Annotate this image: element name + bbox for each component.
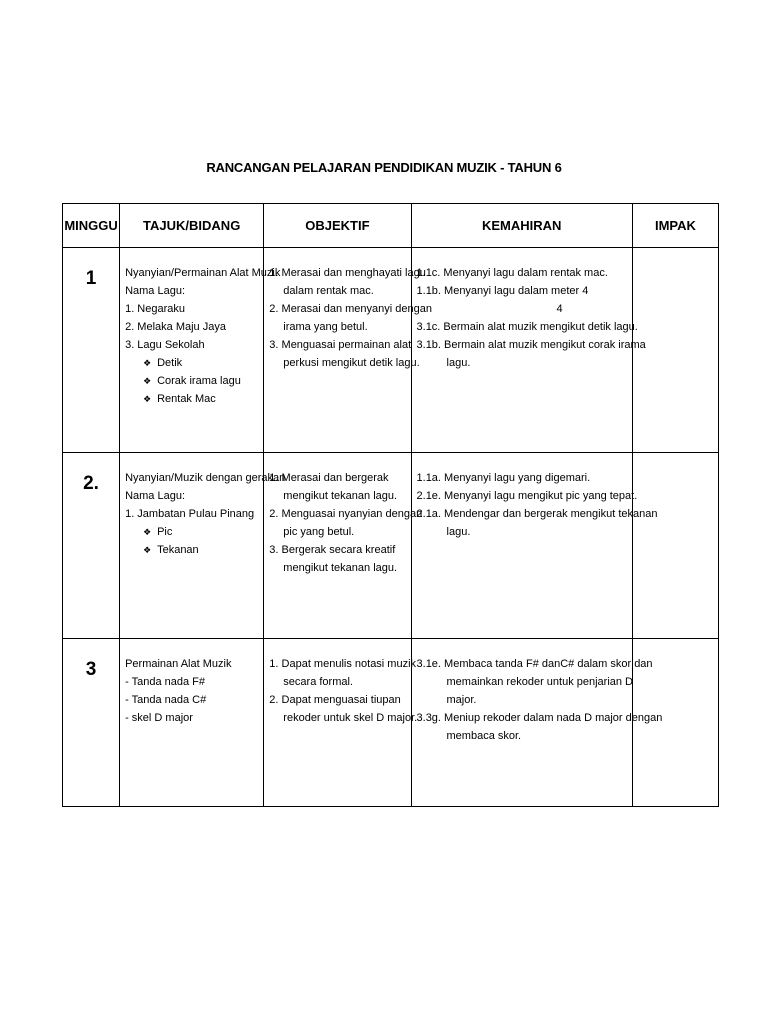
objektif-line: 3. Bergerak secara kreatif — [269, 544, 396, 556]
objektif-line: rekoder untuk skel D major. — [283, 712, 418, 724]
header-kemahiran: KEMAHIRAN — [411, 204, 632, 248]
objektif-line: dalam rentak mac. — [283, 285, 374, 297]
kemahiran-line: 2.1e. Menyanyi lagu mengikut pic yang tepat. — [416, 490, 638, 502]
kemahiran-cell — [411, 453, 658, 639]
bullet-item — [125, 541, 259, 559]
week-cell: 1 — [63, 248, 120, 453]
tajuk-line: - skel D major — [125, 712, 193, 724]
objektif-line: secara formal. — [283, 676, 353, 688]
tajuk-line: 1. Jambatan Pulau Pinang — [125, 508, 255, 520]
bullet-item — [125, 354, 259, 372]
header-impak: IMPAK — [632, 204, 718, 248]
kemahiran-line: lagu. — [446, 526, 471, 538]
objektif-line: mengikut tekanan lagu. — [283, 562, 398, 574]
tajuk-line: Nyanyian/Muzik dengan gerakan — [125, 472, 286, 484]
tajuk-line: Nama Lagu: — [125, 490, 186, 502]
bullet-item — [125, 390, 259, 408]
bullet-item — [125, 372, 259, 390]
kemahiran-line: memainkan rekoder untuk penjarian D — [446, 676, 634, 688]
kemahiran-line: 1.1b. Menyanyi lagu dalam meter 4 — [416, 285, 589, 297]
tajuk-line: - Tanda nada C# — [125, 694, 207, 706]
table-row — [63, 248, 719, 453]
tajuk-line: 1. Negaraku — [125, 303, 186, 315]
kemahiran-line: major. — [446, 694, 477, 706]
tajuk-line: Nyanyian/Permainan Alat Muzik — [125, 267, 281, 279]
table-row — [63, 453, 719, 639]
impak-cell — [632, 453, 718, 639]
page-title: RANCANGAN PELAJARAN PENDIDIKAN MUZIK - TAHUN 6 — [206, 160, 562, 175]
kemahiran-cell — [411, 639, 663, 807]
kemahiran-line: membaca skor. — [446, 730, 522, 742]
kemahiran-line: 3.1e. Membaca tanda F# danC# dalam skor dan — [416, 658, 653, 670]
kemahiran-line: 3.3g. Meniup rekoder dalam nada D major dengan — [416, 712, 663, 724]
table-row — [63, 639, 719, 807]
objektif-line: 1. Dapat menulis notasi muzik — [269, 658, 417, 670]
objektif-line: 2. Merasai dan menyanyi dengan — [269, 303, 432, 315]
kemahiran-line: 2.1a. Mendengar dan bergerak mengikut tekanan — [416, 508, 658, 520]
objektif-line: pic yang betul. — [283, 526, 355, 538]
kemahiran-line: 3.1b. Bermain alat muzik mengikut corak irama — [416, 339, 646, 351]
objektif-line: mengikut tekanan lagu. — [283, 490, 398, 502]
tajuk-cell — [120, 248, 281, 453]
kemahiran-cell — [411, 248, 646, 453]
tajuk-line: Permainan Alat Muzik — [125, 658, 232, 670]
tajuk-line: - Tanda nada F# — [125, 676, 205, 688]
bullet-text: Tekanan — [157, 544, 199, 556]
objektif-cell — [264, 453, 423, 639]
objektif-line: 2. Dapat menguasai tiupan — [269, 694, 401, 706]
tajuk-line: Nama Lagu: — [125, 285, 186, 297]
bullet-text: Detik — [157, 357, 183, 369]
objektif-line: perkusi mengikut detik lagu. — [283, 357, 420, 369]
table-header-row — [63, 204, 719, 248]
kemahiran-line: 1.1c. Menyanyi lagu dalam rentak mac. — [416, 267, 608, 279]
objektif-line: 1. Merasai dan bergerak — [269, 472, 389, 484]
tajuk-line: 2. Melaka Maju Jaya — [125, 321, 226, 333]
tajuk-line: 3. Lagu Sekolah — [125, 339, 205, 351]
kemahiran-line: lagu. — [446, 357, 471, 369]
header-tajuk: TAJUK/BIDANG — [120, 204, 264, 248]
week-cell: 3 — [63, 639, 120, 807]
header-minggu: MINGGU — [63, 204, 120, 248]
kemahiran-line: 4 — [556, 303, 563, 315]
bullet-text: Pic — [157, 526, 173, 538]
tajuk-cell — [120, 453, 286, 639]
objektif-line: irama yang betul. — [283, 321, 368, 333]
bullet-text: Rentak Mac — [157, 393, 216, 405]
objektif-line: 2. Menguasai nyanyian dengan — [269, 508, 423, 520]
objektif-line: 3. Menguasai permainan alat — [269, 339, 412, 351]
bullet-item — [125, 523, 259, 541]
kemahiran-line: 3.1c. Bermain alat muzik mengikut detik lagu. — [416, 321, 638, 333]
week-cell: 2. — [63, 453, 120, 639]
kemahiran-line: 1.1a. Menyanyi lagu yang digemari. — [416, 472, 591, 484]
tajuk-cell — [120, 639, 264, 807]
objektif-line: 1. Merasai dan menghayati lagu — [269, 267, 426, 279]
lesson-plan-table — [62, 203, 719, 807]
bullet-text: Corak irama lagu — [157, 375, 241, 387]
objektif-cell — [264, 639, 418, 807]
objektif-cell — [264, 248, 432, 453]
header-objektif: OBJEKTIF — [264, 204, 411, 248]
